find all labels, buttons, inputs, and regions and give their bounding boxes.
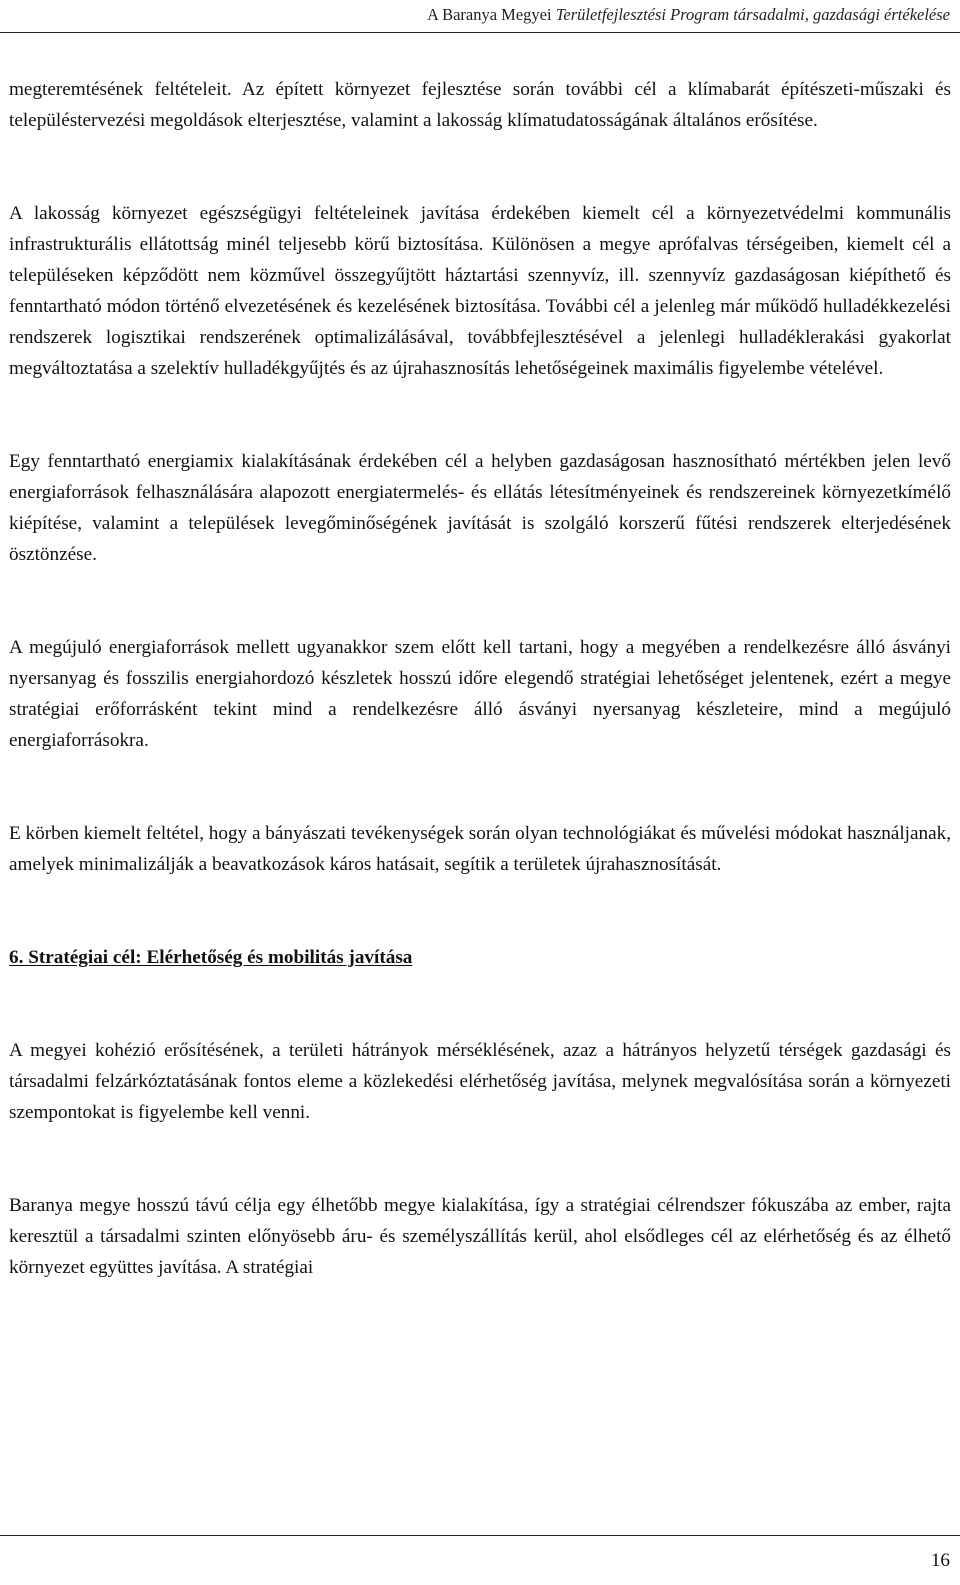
paragraph-spacer (9, 384, 951, 446)
paragraph-spacer (9, 880, 951, 942)
footer-divider (0, 1535, 960, 1536)
running-header-title: Területfejlesztési Program társadalmi, gazdasági értékelése (555, 5, 950, 24)
paragraph-spacer (9, 756, 951, 818)
paragraph-energy-mix: Egy fenntartható energiamix kialakításának érdekében cél a helyben gazdaságosan hasznosítható mértékben jelen levő energiaforrások felhasználására alapozott energiatermelés- és ellátás létesítményeinek és rendszereinek környezetkímélő kiépítése, valamint a települések levegőminőségének javítását is szolgáló korszerű fűtési rendszerek elterjedésének ösztönzése. (9, 451, 951, 565)
paragraph-spacer (9, 973, 951, 1035)
running-header (10, 4, 950, 26)
paragraph-climate: megteremtésének feltételeit. Az épített környezet fejlesztése során további cél a klímabarát építészeti-műszaki és településtervezési megoldások elterjesztése, valamint a lakosság klímatudatosságának általános erősítése. (9, 79, 951, 131)
paragraph-spacer (9, 1128, 951, 1190)
paragraph-spacer (9, 570, 951, 632)
running-header-lead: A Baranya Megyei (426, 5, 556, 24)
paragraph-renewable-resources: A megújuló energiaforrások mellett ugyanakkor szem előtt kell tartani, hogy a megyében a rendelkezésre álló ásványi nyersanyag és fosszilis energiahordozó készletek hosszú időre elegendő stratégiai lehetőséget jelentenek, ezért a megye stratégiai erőforrásként tekint mind a rendelkezésre álló ásványi nyersanyag készleteire, mind a megújuló energiaforrásokra. (9, 637, 951, 751)
paragraph-mining: E körben kiemelt feltétel, hogy a bányászati tevékenységek során olyan technológiákat és művelési módokat használjanak, amelyek minimalizálják a beavatkozások káros hatásait, segítik a területek újrahasznosítását. (9, 823, 951, 875)
paragraph-spacer (9, 136, 951, 198)
paragraph-long-term-goal: Baranya megye hosszú távú célja egy élhetőbb megye kialakítása, így a stratégiai célrendszer fókuszába az ember, rajta keresztül a társadalmi szinten előnyösebb áru- és személyszállítás kerül, ahol elsődleges cél az elérhetőség és az élhető környezet együttes javítása. A stratégiai (9, 1195, 951, 1278)
page-number: 16 (930, 1550, 950, 1571)
section-heading: 6. Stratégiai cél: Elérhetőség és mobilitás javítása (9, 947, 413, 968)
paragraph-environmental-health: A lakosság környezet egészségügyi feltételeinek javítása érdekében kiemelt cél a környezetvédelmi kommunális infrastrukturális ellátottság minél teljesebb körű biztosítása. Különösen a megye aprófalvas térségeiben, kiemelt cél a településeken képződött nem közművel összegyűjtött háztartási szennyvíz, ill. szennyvíz gazdaságosan kiépíthető és fenntartható módon történő elvezetésének és kezelésének biztosítása. További cél a jelenleg már működő hulladékkezelési rendszerek logisztikai rendszerének optimalizálásával, továbbfejlesztésével a jelenlegi hulladéklerakási gyakorlat megváltoztatása a szelektív hulladékgyűjtés és az újrahasznosítás lehetőségeinek maximális figyelembe vételével. (9, 203, 951, 379)
paragraph-cohesion: A megyei kohézió erősítésének, a területi hátrányok mérséklésének, azaz a hátrányos helyzetű térségek gazdasági és társadalmi felzárkóztatásának fontos eleme a közlekedési elérhetőség javítása, melynek megvalósítása során a környezeti szempontokat is figyelembe kell venni. (9, 1040, 951, 1123)
document-body (9, 74, 951, 1283)
header-divider (0, 32, 960, 33)
